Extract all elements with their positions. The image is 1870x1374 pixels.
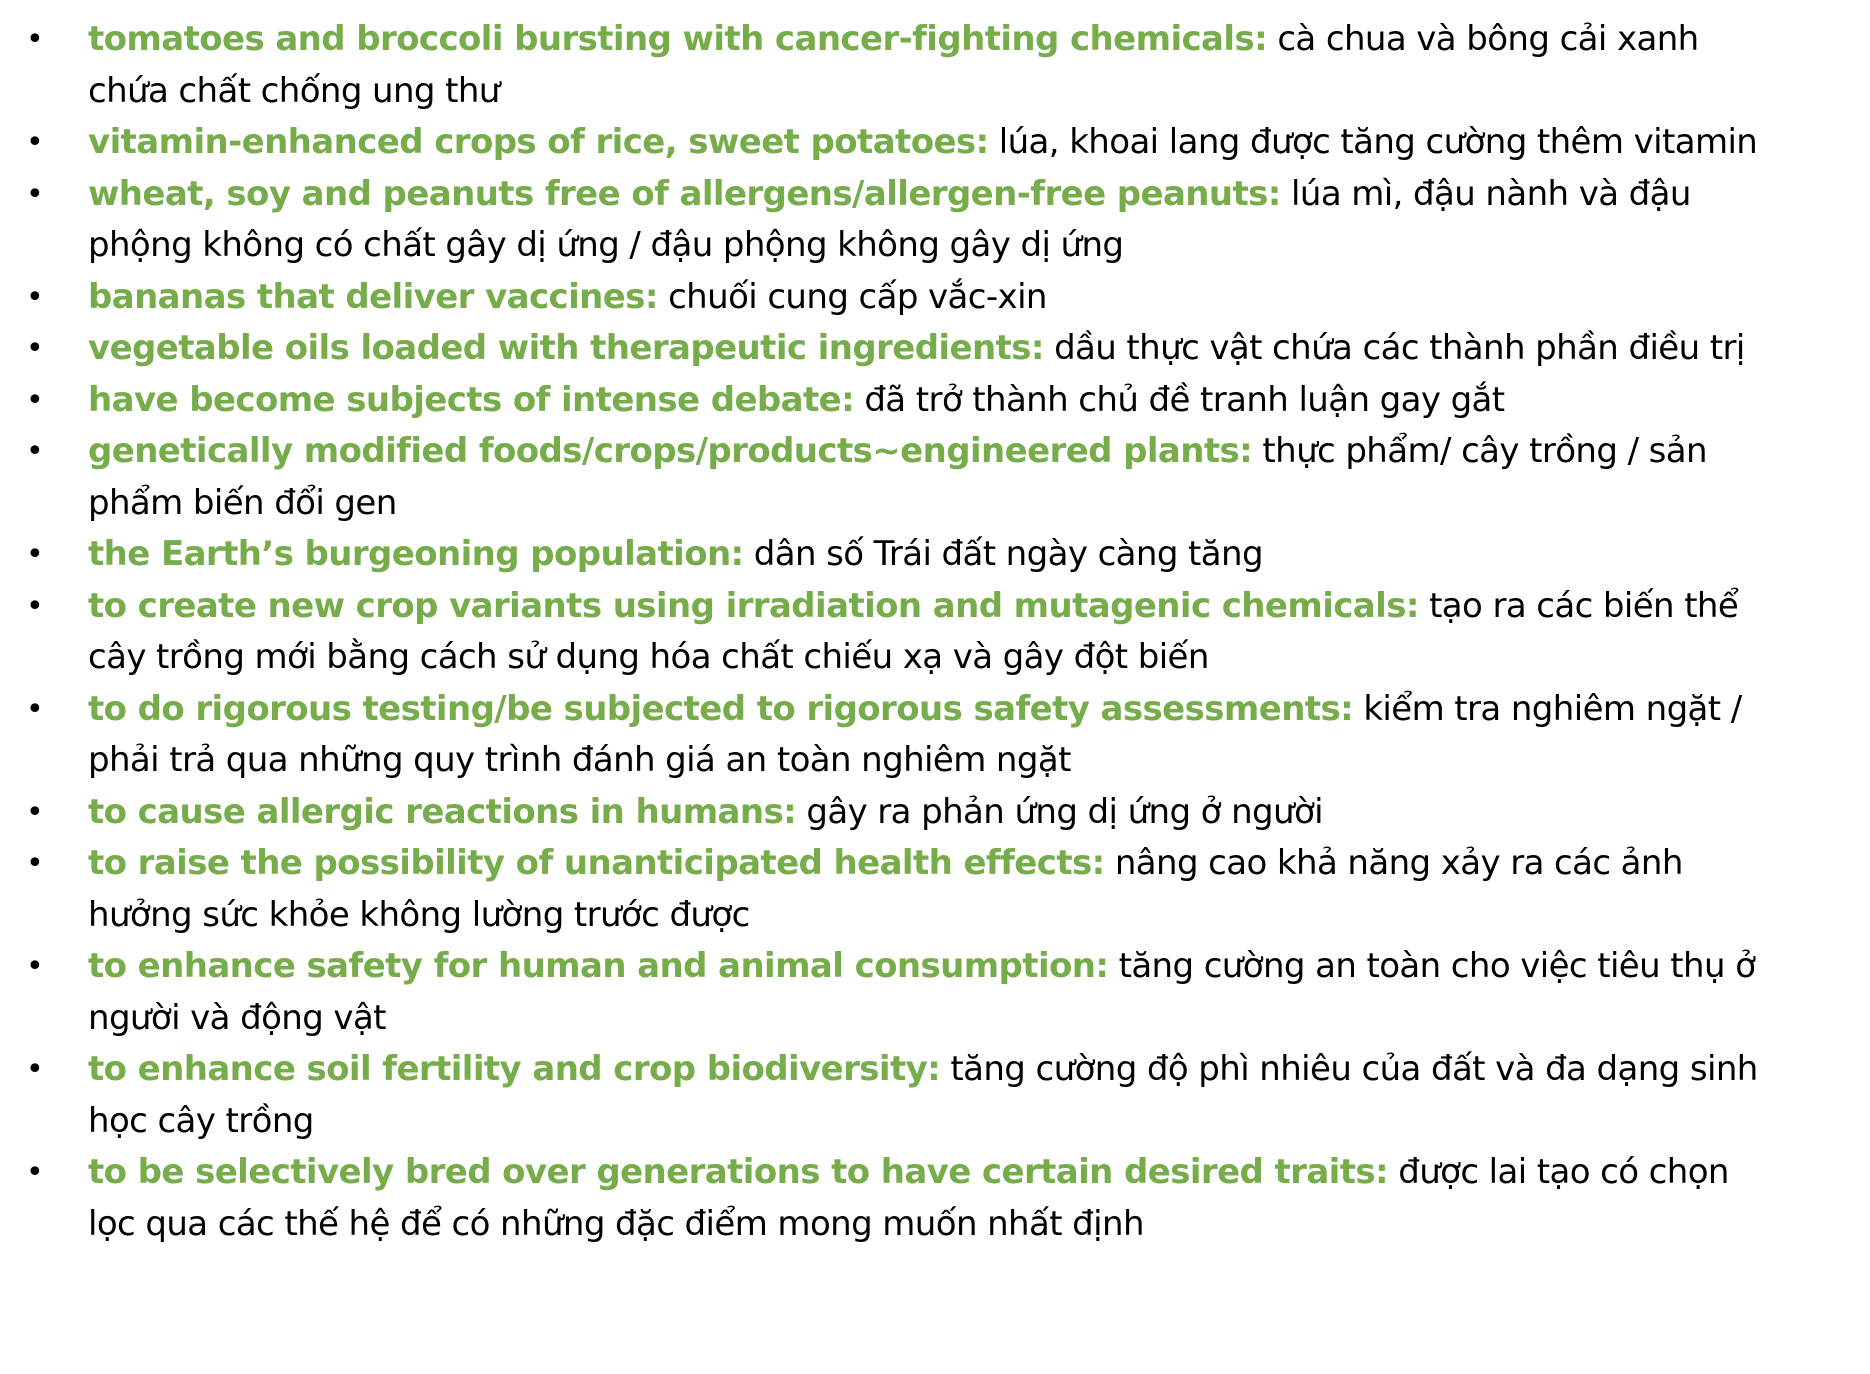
bullet: • (26, 691, 44, 727)
term: to enhance safety for human and animal consumption: (88, 946, 1109, 986)
list-item (0, 323, 1780, 375)
bullet: • (26, 279, 44, 315)
term: to be selectively bred over generations to have certain desired traits: (88, 1152, 1389, 1192)
term: have become subjects of intense debate: (88, 379, 855, 420)
vocabulary-list (0, 14, 1780, 1250)
bullet: • (26, 794, 44, 830)
translation: tạo ra các biến thể cây trồng mới bằng cách sử dụng hóa chất chiếu xạ và gây đột biến (88, 585, 1739, 677)
bullet: • (26, 1052, 44, 1087)
bullet: • (26, 331, 44, 366)
translation: dân số Trái đất ngày càng tăng (753, 534, 1263, 574)
translation: chuối cung cấp vắc-xin (668, 276, 1047, 317)
term: to do rigorous testing/be subjected to rigorous safety assessments: (88, 688, 1354, 729)
list-item (0, 169, 1780, 272)
term: to cause allergic reactions in humans: (88, 791, 797, 832)
list-item (0, 787, 1780, 839)
list-item (0, 272, 1780, 324)
translation: kiểm tra nghiêm ngặt / phải trả qua những quy trình đánh giá an toàn nghiêm ngặt (88, 688, 1742, 780)
bullet: • (26, 22, 44, 57)
term: genetically modified foods/crops/products~engineered plants: (88, 431, 1253, 471)
bullet: • (26, 846, 44, 881)
bullet: • (26, 434, 44, 469)
list-item (0, 375, 1780, 427)
bullet: • (26, 125, 44, 160)
translation: lúa mì, đậu nành và đậu phộng không có chất gây dị ứng / đậu phộng không gây dị ứng (88, 173, 1691, 265)
bullet: • (26, 537, 44, 572)
translation: dầu thực vật chứa các thành phần điều trị (1054, 328, 1745, 368)
bullet: • (26, 588, 44, 624)
term: to enhance soil fertility and crop biodiversity: (88, 1049, 941, 1089)
term: to create new crop variants using irradiation and mutagenic chemicals: (88, 585, 1419, 626)
bullet: • (26, 1155, 44, 1190)
list-item (0, 838, 1780, 941)
list-item (0, 426, 1780, 529)
translation: tăng cường độ phì nhiêu của đất và đa dạng sinh học cây trồng (88, 1049, 1758, 1141)
term: bananas that deliver vaccines: (88, 276, 658, 317)
translation: đã trở thành chủ đề tranh luận gay gắt (864, 379, 1505, 420)
translation: được lai tạo có chọn lọc qua các thế hệ để có những đặc điểm mong muốn nhất định (88, 1152, 1729, 1244)
list-item (0, 117, 1780, 169)
term: the Earth’s burgeoning population: (88, 534, 744, 574)
term: to raise the possibility of unanticipated health effects: (88, 843, 1105, 883)
bullet: • (26, 382, 44, 418)
list-item (0, 14, 1780, 117)
translation: thực phẩm/ cây trồng / sản phẩm biến đổi gen (88, 431, 1707, 523)
list-item (0, 529, 1780, 581)
bullet: • (26, 949, 44, 984)
list-item (0, 1147, 1780, 1250)
bullet: • (26, 176, 44, 212)
term: vitamin-enhanced crops of rice, sweet potatoes: (88, 122, 989, 162)
term: wheat, soy and peanuts free of allergens/allergen-free peanuts: (88, 173, 1281, 214)
term: tomatoes and broccoli bursting with cancer-fighting chemicals: (88, 19, 1268, 59)
translation: lúa, khoai lang được tăng cường thêm vitamin (998, 122, 1758, 162)
translation: cà chua và bông cải xanh chứa chất chống ung thư (88, 19, 1699, 111)
list-item (0, 941, 1780, 1044)
term: vegetable oils loaded with therapeutic ingredients: (88, 328, 1044, 368)
translation: nâng cao khả năng xảy ra các ảnh hưởng sức khỏe không lường trước được (88, 843, 1683, 935)
list-item (0, 581, 1780, 684)
list-item (0, 684, 1780, 787)
list-item (0, 1044, 1780, 1147)
translation: tăng cường an toàn cho việc tiêu thụ ở người và động vật (88, 946, 1756, 1038)
translation: gây ra phản ứng dị ứng ở người (806, 791, 1323, 832)
